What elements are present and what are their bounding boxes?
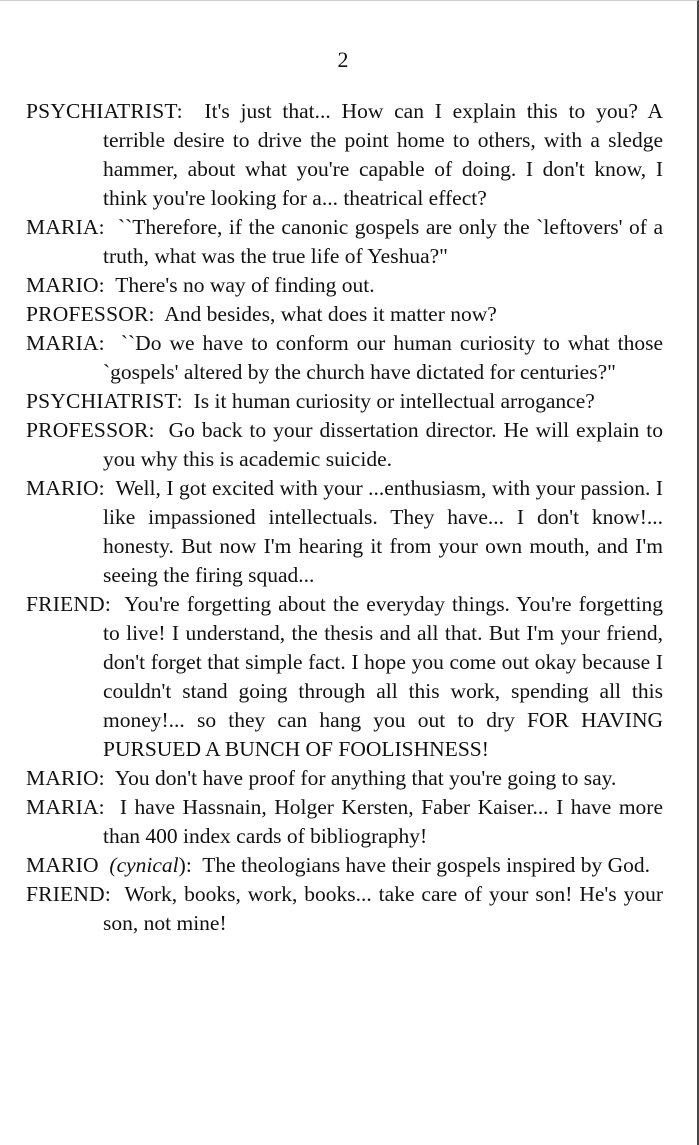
speaker-name: FRIEND: bbox=[26, 882, 112, 906]
dialogue-line bbox=[26, 793, 663, 851]
line-text: There's no way of finding out. bbox=[115, 273, 375, 297]
dialogue-line bbox=[26, 387, 663, 416]
dialogue-line bbox=[26, 851, 663, 880]
stage-direction-close: ): bbox=[178, 853, 192, 877]
line-text: ``Therefore, if the canonic gospels are only the `leftovers' of a truth, what was the true life of Yeshua?" bbox=[103, 215, 664, 268]
dialogue-line bbox=[26, 97, 663, 213]
dialogue-line bbox=[26, 213, 663, 271]
speaker-name: PSYCHIATRIST: bbox=[26, 389, 183, 413]
dialogue-block bbox=[26, 97, 663, 938]
line-text: It's just that... How can I explain this to you? A terrible desire to drive the point home to others, with a sledge hammer, about what you're capable of doing. I don't know, I think you're looking for a... theatrical effect? bbox=[103, 99, 663, 210]
speaker-name: MARIO: bbox=[26, 476, 105, 500]
dialogue-line bbox=[26, 474, 663, 590]
line-text: ``Do we have to conform our human curiosity to what those `gospels' altered by the church have dictated for centuries?" bbox=[103, 331, 664, 384]
speaker-name: FRIEND: bbox=[26, 592, 112, 616]
dialogue-line bbox=[26, 416, 663, 474]
speaker-name: MARIA: bbox=[26, 331, 105, 355]
speaker-name: MARIO bbox=[26, 853, 99, 877]
line-text: The theologians have their gospels inspired by God. bbox=[202, 853, 651, 877]
page-number: 2 bbox=[337, 47, 349, 72]
speaker-name: PROFESSOR: bbox=[26, 302, 155, 326]
line-text: I have Hassnain, Holger Kersten, Faber Kaiser... I have more than 400 index cards of bibliography! bbox=[103, 795, 664, 848]
line-text: Is it human curiosity or intellectual arrogance? bbox=[193, 389, 595, 413]
line-text: Work, books, work, books... take care of your son! He's your son, not mine! bbox=[103, 882, 663, 935]
line-text: Go back to your dissertation director. He will explain to you why this is academic suicide. bbox=[103, 418, 663, 471]
line-text: Well, I got excited with your ...enthusiasm, with your passion. I like impassioned intellectuals. They have... I don't know!... honesty. But now I'm hearing it from your own mouth, and I'm seeing the firing squad... bbox=[103, 476, 663, 587]
speaker-name: PROFESSOR: bbox=[26, 418, 155, 442]
speaker-name: PSYCHIATRIST: bbox=[26, 99, 183, 123]
speaker-name: MARIA: bbox=[26, 215, 105, 239]
dialogue-line bbox=[26, 590, 663, 764]
stage-direction: (cynical bbox=[109, 853, 179, 877]
speaker-name: MARIO: bbox=[26, 273, 105, 297]
line-text: And besides, what does it matter now? bbox=[164, 302, 497, 326]
dialogue-line bbox=[26, 329, 663, 387]
line-text: You don't have proof for anything that you're going to say. bbox=[114, 766, 617, 790]
dialogue-line bbox=[26, 764, 663, 793]
speaker-name: MARIO: bbox=[26, 766, 105, 790]
line-text: You're forgetting about the everyday things. You're forgetting to live! I understand, the thesis and all that. But I'm your friend, don't forget that simple fact. I hope you come out okay because I couldn't stand going through all this work, spending all this money!... so they can hang you out to dry FOR HAVING PURSUED A BUNCH OF FOOLISHNESS! bbox=[103, 592, 664, 761]
dialogue-line bbox=[26, 271, 663, 300]
speaker-name: MARIA: bbox=[26, 795, 105, 819]
dialogue-line bbox=[26, 880, 663, 938]
dialogue-line bbox=[26, 300, 663, 329]
